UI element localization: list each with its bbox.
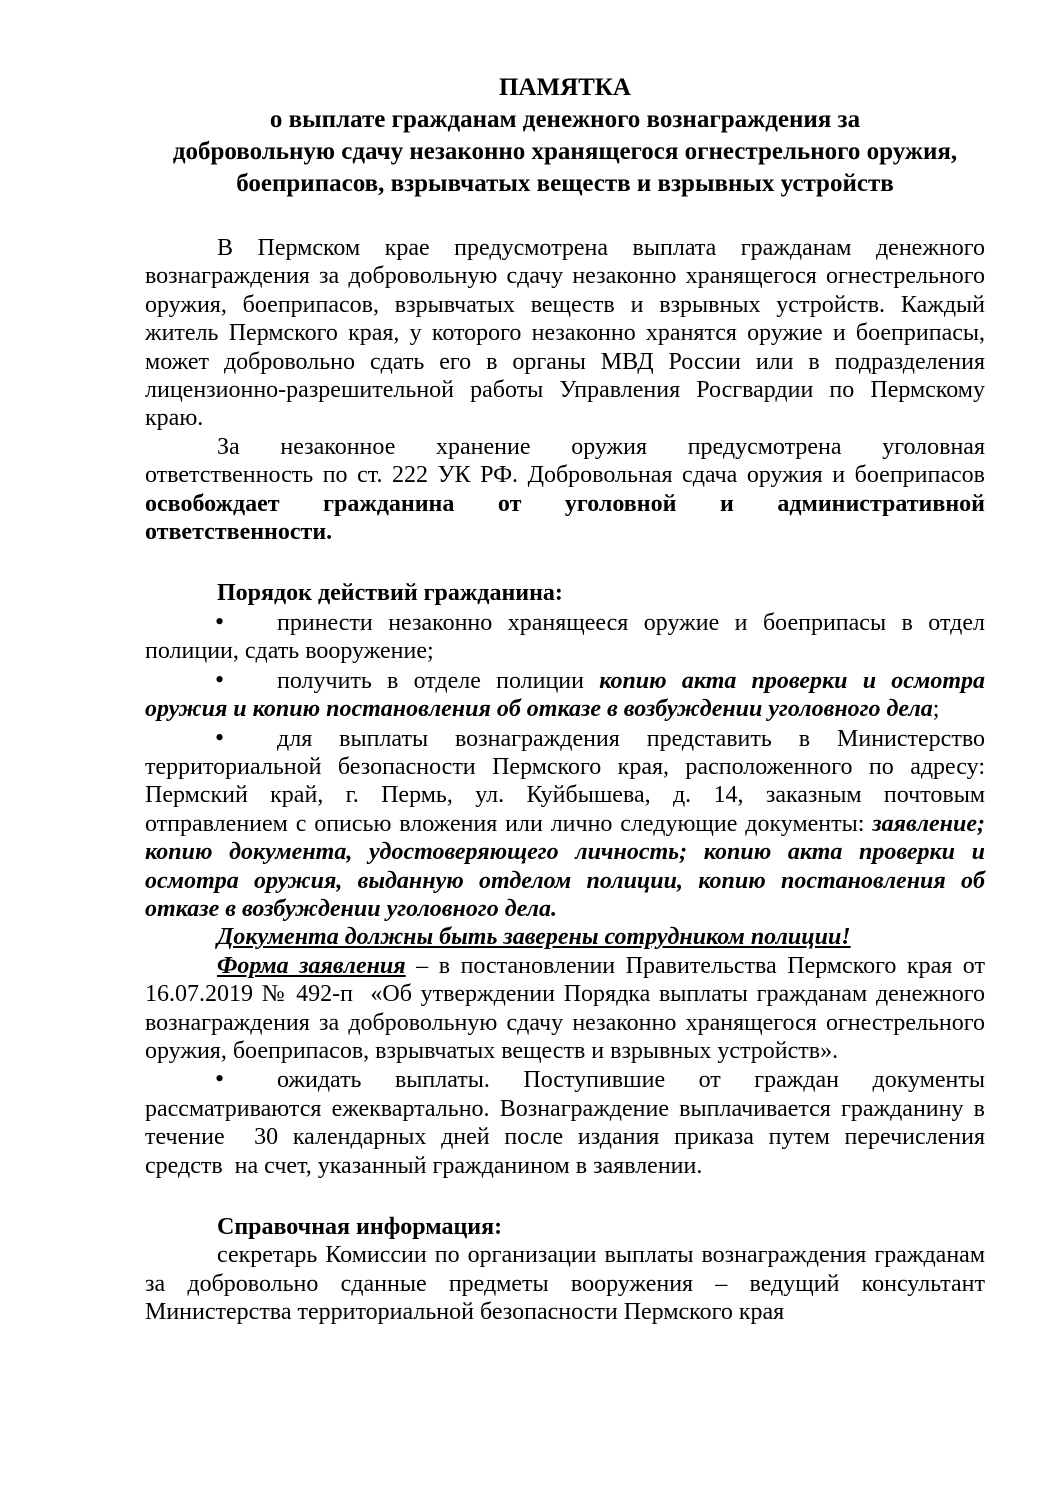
bullet-marker: •: [215, 664, 225, 694]
bullet-item-4: [145, 1064, 991, 1180]
bullet2-text-normal: получить в отделе полиции: [277, 667, 600, 694]
bullet-marker: •: [215, 722, 225, 752]
bullet3-text-emphasis: заявление; копию документа, удостоверяющего личность; копию акта проверки и осмотра оружия, выданную отделом полиции, копию постановления об отказе в возбуждении уголовного дела.: [145, 810, 991, 922]
intro-paragraph: [145, 234, 991, 433]
bullet4-text: ожидать выплаты. Поступившие от граждан документы рассматриваются ежеквартально. Вознаграждение выплачивается гражданину в течение 30 календарных дней после издания приказа путем перечисления средств на счет, указанный гражданином в заявлении.: [145, 1067, 991, 1179]
bullet3-text-normal: для выплаты вознаграждения представить в Министерство территориальной безопасности Пермского края, расположенного по адресу: Пермский край, г. Пермь, ул. Куйбышева, д. 14, заказным почтовым отправлением с описью вложения или лично следующие документы:: [145, 725, 991, 837]
bullet-item-1: [145, 606, 991, 666]
bullet-marker: •: [215, 606, 225, 636]
liability-text-normal: За незаконное хранение оружия предусмотрена уголовная ответственность по ст. 222 УК РФ. Добровольная сдача оружия и боеприпасов: [145, 433, 991, 489]
info-heading: Справочная информация:: [217, 1214, 503, 1240]
intro-text: В Пермском крае предусмотрена выплата гражданам денежного вознаграждения за добровольную сдачу незаконно хранящегося огнестрельного оружия, боеприпасов, взрывчатых веществ и взрывных устройств. Каждый житель Пермского края, у которого незаконно хранятся оружие и боеприпасы, может добровольно сдать его в органы МВД России или в подразделения лицензионно-разрешительной работы Управления Росгвардии по Пермскому краю.: [145, 235, 991, 432]
title-line-4: боеприпасов, взрывчатых веществ и взрывных устройств: [236, 170, 894, 197]
title-line-1: ПАМЯТКА: [498, 74, 631, 101]
liability-text-bold: освобождает гражданина от уголовной и административной ответственности.: [145, 490, 991, 546]
bullet-item-3: [145, 722, 991, 924]
info-text: секретарь Комиссии по организации выплаты вознаграждения гражданам за добровольно сданные предметы вооружения – ведущий консультант Министерства территориальной безопасности Пермского края: [145, 1242, 991, 1326]
document-title: [145, 72, 985, 200]
application-form-paragraph: [145, 952, 991, 1066]
bullet2-text-emphasis: копию акта проверки и осмотра оружия и копию постановления об отказе в возбуждении уголовного дела: [145, 667, 991, 723]
liability-paragraph: [145, 433, 991, 547]
actions-heading: Порядок действий гражданина:: [217, 580, 563, 607]
bullet1-text: принести незаконно хранящееся оружие и боеприпасы в отдел полиции, сдать вооружение;: [145, 609, 991, 665]
bullet2-text-tail: ;: [932, 696, 940, 723]
bullet-marker: •: [215, 1064, 225, 1094]
form-text: – в постановлении Правительства Пермского края от 16.07.2019 № 492-п «Об утверждении Порядка выплаты гражданам денежного вознаграждения за добровольную сдачу незаконно хранящегося огнестрельного оружия, боеприпасов, взрывчатых веществ и взрывных устройств».: [145, 952, 991, 1064]
title-line-2: о выплате гражданам денежного вознаграждения за: [269, 106, 861, 133]
police-certification-note: Документа должны быть заверены сотрудником полиции!: [217, 924, 851, 951]
info-paragraph: [145, 1241, 991, 1326]
bullet-item-2: [145, 664, 991, 724]
title-line-3: добровольную сдачу незаконно хранящегося огнестрельного оружия,: [172, 138, 958, 165]
form-label: Форма заявления: [217, 952, 406, 979]
